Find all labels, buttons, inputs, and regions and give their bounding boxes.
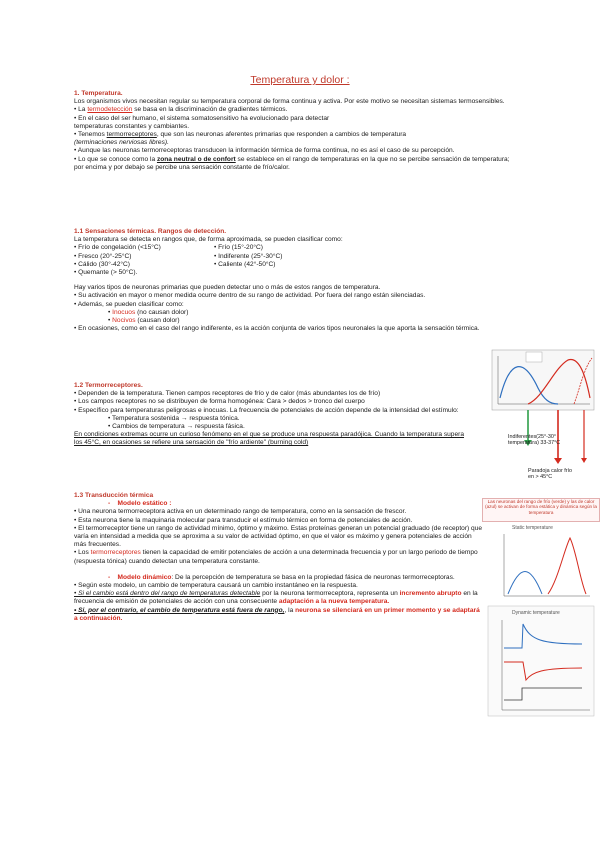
paragraph: • Los termorreceptores tienen la capacidad de emitir potenciales de acción a una determinada frecuencia y por un largo periodo de tiempo (respuesta tónica) cuando detectan una temperatura constante. bbox=[74, 549, 478, 565]
static-title: Static temperature bbox=[512, 525, 553, 531]
paragraph: • El termorreceptor tiene un rango de actividad mínimo, óptimo y máximo. Estas proteínas generan un potencial graduado (de receptor) que varía en intensidad a medida que se aproxima a su valor de actividad óptimo, en que el valor es máximo y genera potenciales de acción más frecuentes. bbox=[74, 524, 483, 549]
paragraph: • En ocasiones, como en el caso del rango indiferente, es la acción conjunta de varios tipos neuronales la que aporta la sensación térmica. bbox=[74, 325, 480, 333]
paragraph: • Específico para temperaturas peligrosas e inocuas. La frecuencia de potenciales de acción depende de la intensidad del estímulo: bbox=[74, 406, 459, 414]
range-item: • Frío (15°-20°C) bbox=[214, 244, 263, 252]
paragraph: • Si, por el contrario, el cambio de temperatura está fuera de rango,, la neurona se silenciará en un primer momento y se adaptará a continuación. bbox=[74, 606, 480, 622]
section-temperatura bbox=[74, 90, 516, 172]
paragraph: • Los campos receptores no se distribuyen de forma homogénea: Cara > dedos > tronco del cuerpo bbox=[74, 398, 365, 406]
list-item: • Temperatura sostenida → respuesta tónica. bbox=[108, 414, 240, 422]
paragraph: Hay varios tipos de neuronas primarias que pueden detectar uno o más de estos rangos de temperatura. bbox=[74, 284, 381, 292]
paragraph: • Además, se pueden clasificar como: bbox=[74, 300, 184, 308]
ranges-left bbox=[74, 244, 214, 277]
section-heading: 1. Temperatura. bbox=[74, 90, 123, 97]
paragraph: • Según este modelo, un cambio de temperatura causará un cambio instantáneo en la respuesta. bbox=[74, 582, 358, 590]
paragraph: Los organismos vivos necesitan regular su temperatura corporal de forma continua y activa. Por este motivo se necesitan sistemas termosensibles. bbox=[74, 98, 505, 106]
paragraph: • En el caso del ser humano, el sistema somatosensitivo ha evolucionado para detectar bbox=[74, 114, 330, 122]
paragraph: • La termodetección se basa en la discriminación de gradientes térmicos. bbox=[74, 106, 288, 114]
paragraph: • Esta neurona tiene la maquinaria molecular para transducir el estímulo térmico en forma de potenciales de acción. bbox=[74, 516, 413, 524]
list-item: • Nocivos (causan dolor) bbox=[108, 317, 180, 325]
list-item: • Cambios de temperatura → respuesta fásica. bbox=[108, 423, 245, 431]
thermoreceptor-curves-svg bbox=[488, 348, 598, 488]
range-item: • Quemante (> 50°C). bbox=[74, 269, 138, 277]
subheading: - Modelo dinámico: De la percepción de temperatura se basa en la propiedad fásica de neuronas termorreceptoras. bbox=[108, 573, 455, 581]
paragraph: temperaturas constantes y cambiantes. bbox=[74, 122, 190, 130]
paragraph: La temperatura se detecta en rangos que, de forma aproximada, se pueden clasificar como: bbox=[74, 236, 343, 244]
figure-caption: Las neuronas del rango de frío (verde) y las de calor (azul) se activan de forma estática y dinámica según la temperatura bbox=[482, 498, 600, 522]
range-item: • Frío de congelación (<15°C) bbox=[74, 244, 161, 252]
figure-label-paradoja: Paradoja calor frío en > 45°C bbox=[528, 468, 573, 481]
section-heading: 1.1 Sensaciones térmicas. Rangos de detección. bbox=[74, 228, 227, 235]
range-item: • Indiferente (25°-30°C) bbox=[214, 252, 283, 260]
page-title: Temperatura y dolor : bbox=[250, 74, 350, 86]
transduction-svg bbox=[482, 520, 598, 720]
list-item: • Inocuos (no causan dolor) bbox=[108, 308, 189, 316]
section-transduccion bbox=[74, 492, 484, 623]
paragraph: • Lo que se conoce como la zona neutral o de confort se establece en el rango de temperaturas en la que no se percibe sensación de temperatura; por encima y por debajo se percibe una sensación constante de frío/calor. bbox=[74, 155, 510, 171]
ranges-right bbox=[214, 244, 354, 277]
section-sensaciones bbox=[74, 228, 494, 333]
subheading: - Modelo estático : bbox=[108, 500, 172, 508]
figure-transduction bbox=[482, 498, 598, 720]
paragraph: En condiciones extremas ocurre un curioso fenómeno en el que se produce una respuesta paradójica. Cuando la temperatura supera los 45°C, en ocasiones se refiere una sensación de "frío ardiente" (burning cold) bbox=[74, 431, 465, 447]
paragraph: • Su activación en mayor o menor medida ocurre dentro de su rango de actividad. Por fuera del rango están silenciadas. bbox=[74, 292, 426, 300]
dynamic-title: Dynamic temperature bbox=[512, 610, 560, 616]
range-item: • Caliente (42°-50°C) bbox=[214, 260, 276, 268]
paragraph: • Tenemos termorreceptores, que son las neuronas aferentes primarias que responden a cambios de temperatura bbox=[74, 131, 407, 139]
figure-label-indiferentes: Indiferentes(25°-30° temperatura) 33-37°C bbox=[508, 434, 561, 447]
section-termorreceptores bbox=[74, 382, 474, 448]
paragraph: • Aunque las neuronas termorreceptoras transducen la información térmica de forma continua, no es así el caso de su percepción. bbox=[74, 147, 455, 155]
section-heading: 1.2 Termorreceptores. bbox=[74, 382, 143, 389]
section-heading: 1.3 Transducción térmica bbox=[74, 492, 154, 499]
figure-thermoreceptor-curves bbox=[488, 348, 598, 488]
range-item: • Fresco (20°-25°C) bbox=[74, 252, 132, 260]
paragraph: • Si el cambio está dentro del rango de temperaturas detectable por la neurona termorreceptora, representa un incremento abrupto en la frecuencia de emisión de potenciales de acción con una consecuente adaptación a la nueva temperatura. bbox=[74, 590, 478, 606]
range-item: • Cálido (30°-42°C) bbox=[74, 260, 130, 268]
paragraph: • Una neurona termorreceptora activa en un determinado rango de temperatura, como en la sensación de frescor. bbox=[74, 508, 407, 516]
paragraph: (terminaciones nerviosas libres). bbox=[74, 139, 169, 147]
paragraph: • Dependen de la temperatura. Tienen campos receptores de frío y de calor (más abundantes los de frío) bbox=[74, 390, 381, 398]
ranges-list bbox=[74, 244, 494, 277]
